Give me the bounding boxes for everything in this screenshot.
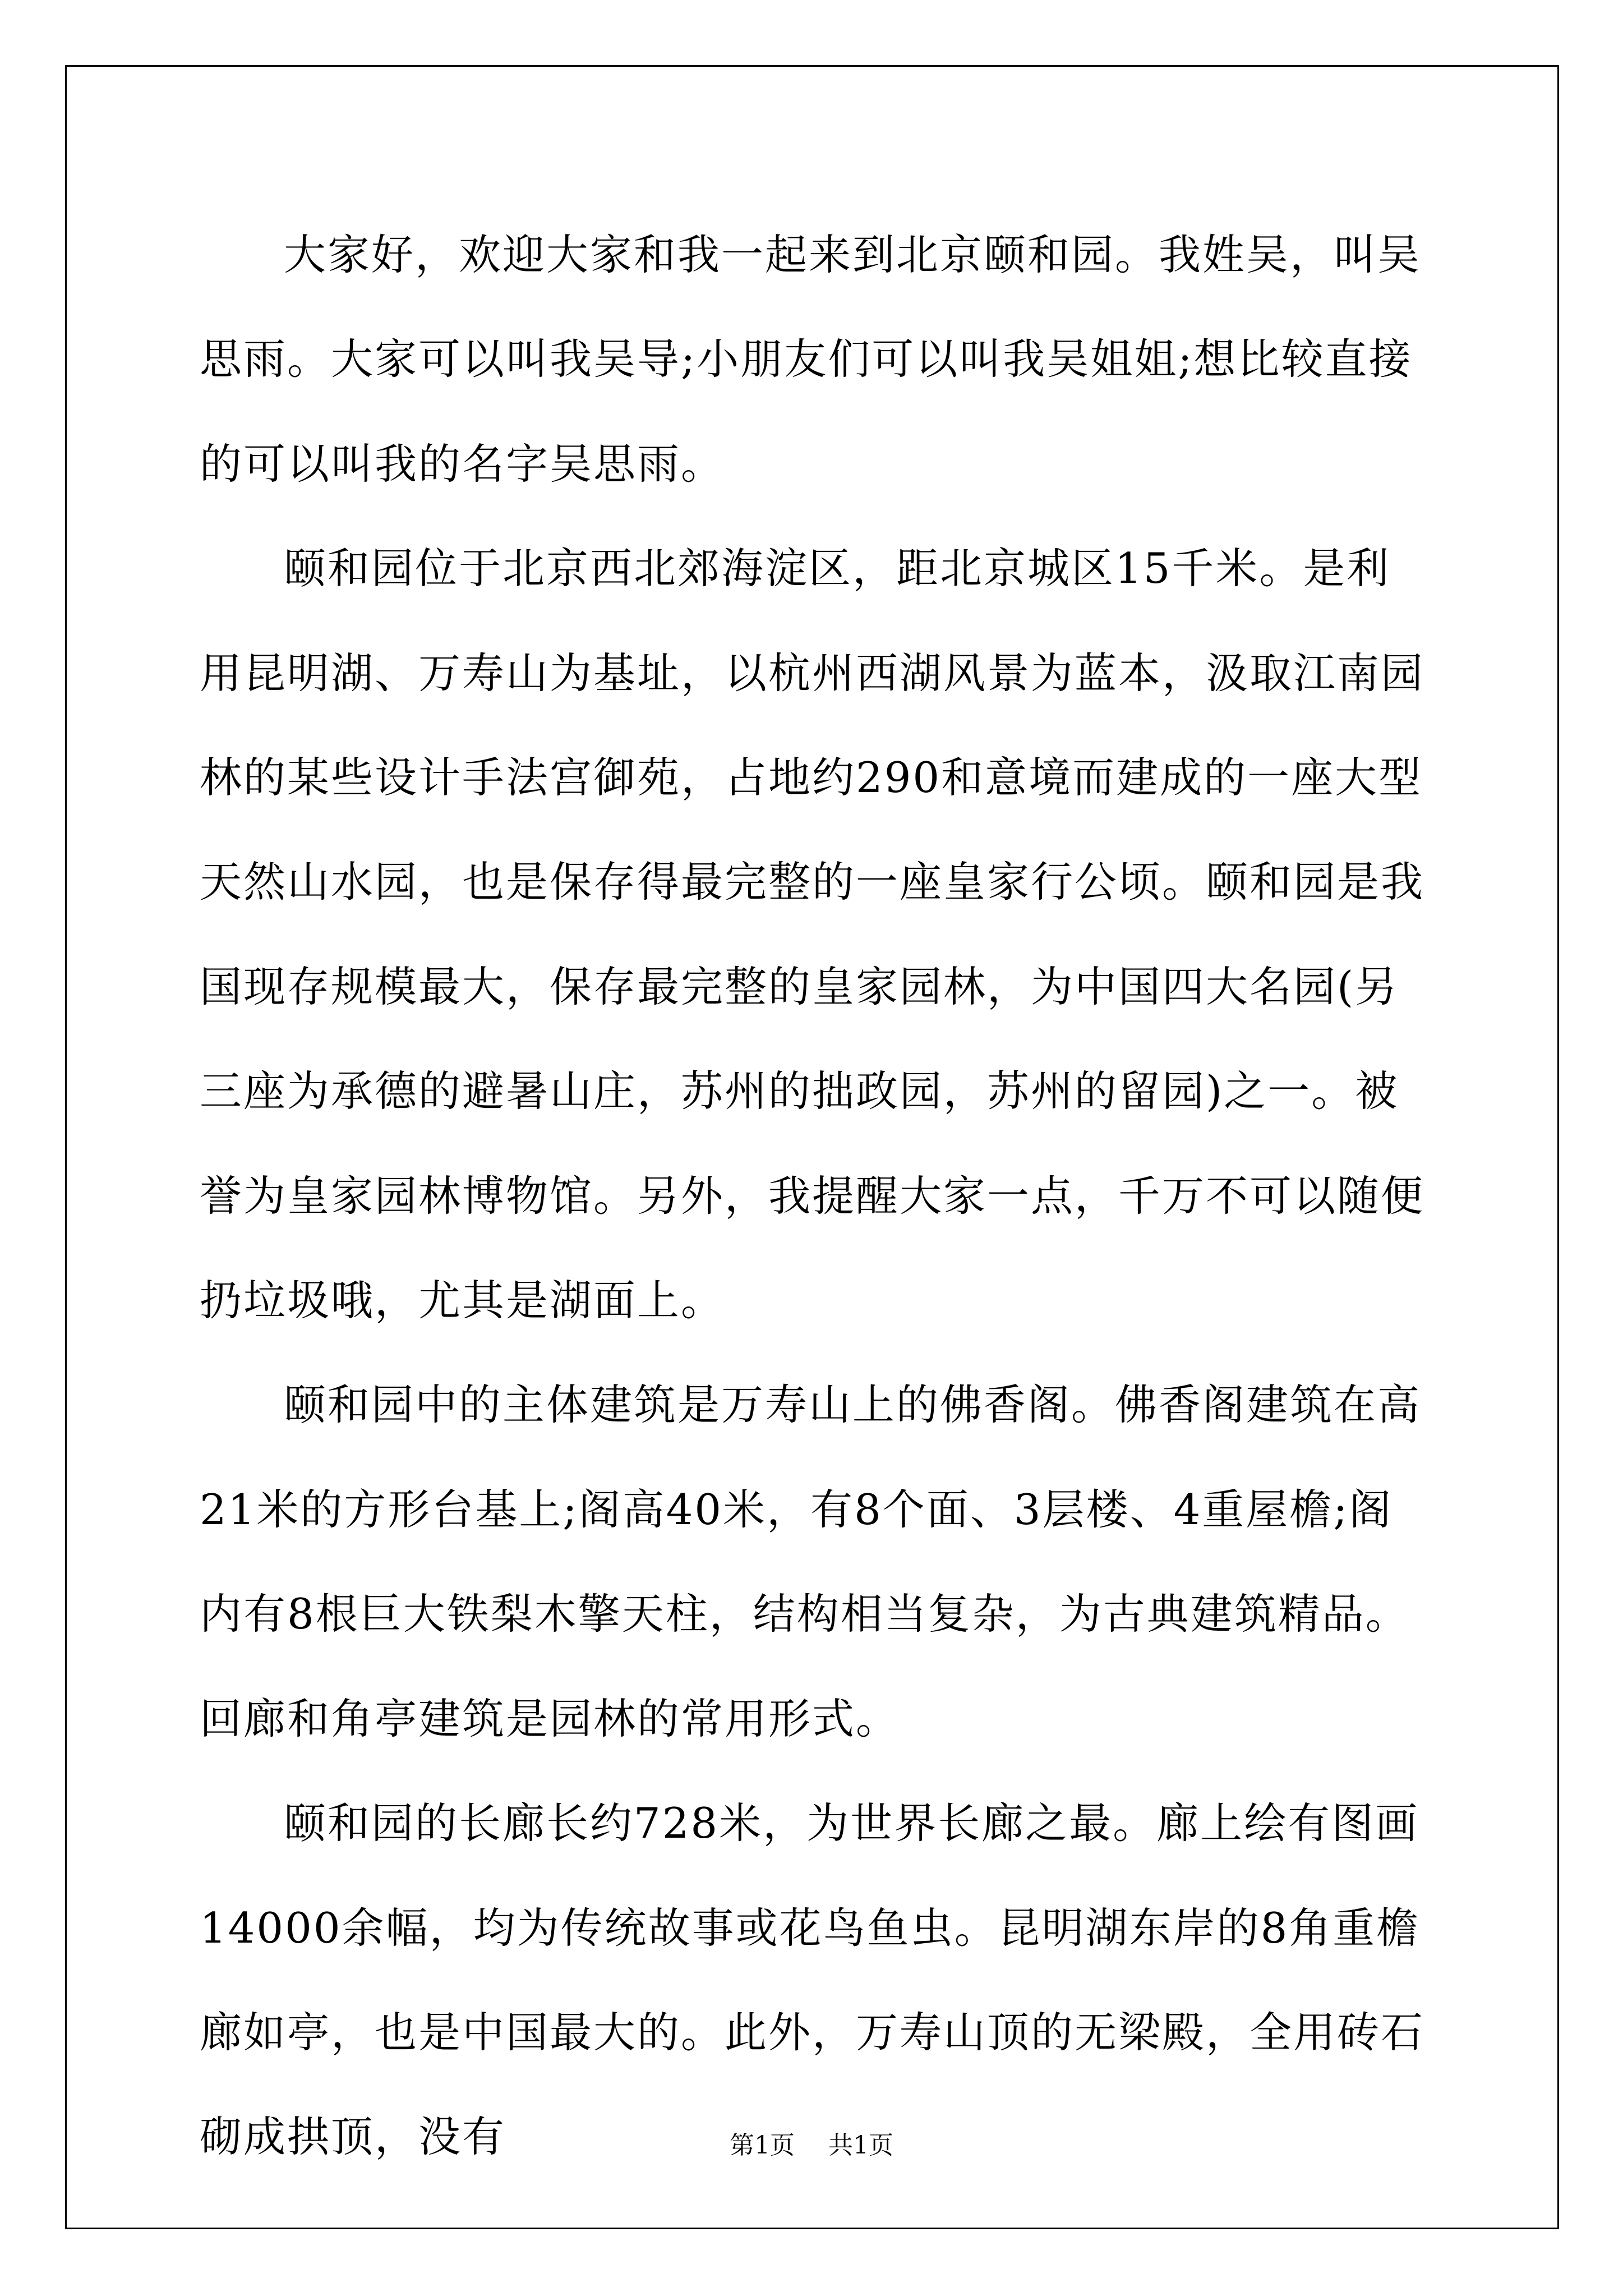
page-footer [0,2129,1623,2162]
page-number: 第1页 [730,2131,795,2160]
page-total: 共1页 [828,2131,893,2160]
paragraph-location: 颐和园位于北京西北郊海淀区，距北京城区15千米。是利用昆明湖、万寿山为基址，以杭州西湖风景为蓝本，汲取江南园林的某些设计手法宫御苑，占地约290和意境而建成的一座大型天然山水园，也是保存得最完整的一座皇家行公顷。颐和园是我国现存规模最大，保存最完整的皇家园林，为中国四大名园(另三座为承德的避暑山庄，苏州的拙政园，苏州的留园)之一。被誉为皇家园林博物馆。另外，我提醒大家一点，千万不可以随便扔垃圾哦，尤其是湖面上。 [200,544,1425,1326]
paragraph-long-corridor: 颐和园的长廊长约728米，为世界长廊之最。廊上绘有图画14000余幅，均为传统故事或花鸟鱼虫。昆明湖东岸的8角重檐廊如亭，也是中国最大的。此外，万寿山顶的无梁殿，全用砖石砌成拱顶，没有 [200,1798,1425,2162]
paragraph-foxiang-pavilion: 颐和园中的主体建筑是万寿山上的佛香阁。佛香阁建筑在高21米的方形台基上;阁高40米，有8个面、3层楼、4重屋檐;阁内有8根巨大铁梨木擎天柱，结构相当复杂，为古典建筑精品。回廊和角亭建筑是园林的常用形式。 [200,1380,1422,1743]
paragraph-greeting: 大家好，欢迎大家和我一起来到北京颐和园。我姓吴，叫吴思雨。大家可以叫我吴导;小朋友们可以叫我吴姐姐;想比较直接的可以叫我的名字吴思雨。 [200,230,1422,489]
